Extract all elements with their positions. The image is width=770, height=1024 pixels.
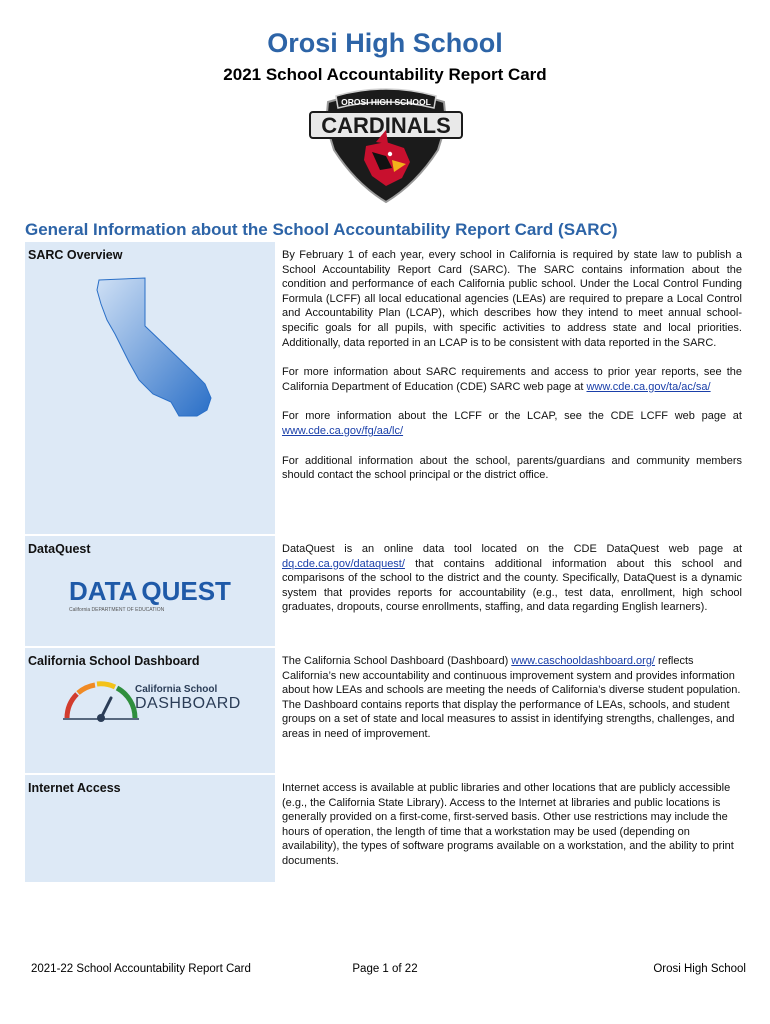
- sarc-overview-label: SARC Overview: [28, 248, 123, 262]
- dashboard-text-cell: [278, 648, 746, 773]
- school-name: Orosi High School: [267, 28, 503, 58]
- dashboard-gauge-icon: [61, 678, 141, 722]
- dashboard-intro-text: The California School Dashboard (Dashboard): [282, 655, 512, 667]
- sarc-requirements-text: For more information about SARC requirements and access to prior year reports, see the California Department of Education (CDE) SARC web page at: [282, 366, 742, 393]
- internet-access-label: Internet Access: [28, 781, 121, 795]
- dashboard-logo-line1: California School: [135, 684, 218, 695]
- dataquest-label: DataQuest: [28, 542, 91, 556]
- dataquest-intro-text: DataQuest is an online data tool located on the CDE DataQuest web page at: [282, 543, 742, 555]
- dataquest-logo-word1: DATA: [69, 576, 138, 606]
- california-map-icon: [93, 276, 243, 436]
- dataquest-logo-subtitle: California DEPARTMENT OF EDUCATION: [69, 607, 165, 613]
- dataquest-label-cell: [25, 536, 278, 646]
- sarc-overview-label-cell: [25, 242, 278, 534]
- report-title: 2021 School Accountability Report Card: [223, 65, 547, 84]
- footer-report-name: 2021-22 School Accountability Report Card: [31, 963, 251, 975]
- internet-access-paragraph: Internet access is available at public libraries and other locations that are publicly accessible (e.g., the California State Library). Access to the Internet at libraries and public locations is generally provided on a first-come, first-served basis. Other use restrictions may include the hours of operation, the length of time that a workstation may be used (depending on availability), the types of software programs available on a workstation, and the ability to print documents.: [282, 782, 734, 867]
- dashboard-paragraph: [282, 654, 742, 742]
- internet-access-text-cell: [278, 775, 746, 882]
- dashboard-label-cell: [25, 648, 278, 773]
- lcff-web-page-link[interactable]: www.cde.ca.gov/fg/aa/lc/: [282, 424, 404, 437]
- sarc-overview-text-cell: [278, 242, 746, 534]
- dashboard-description-text: reflects California’s new accountability and continuous improvement system and provides information about how LEAs and schools are meeting the needs of California’s diverse student population. The Dashboard contains reports that display the performance of LEAs, schools, and student groups on a set of state and local measures to assist in identifying strengths, challenges, and areas in need of improvement.: [282, 655, 741, 740]
- dashboard-link[interactable]: www.caschooldashboard.org/: [511, 655, 655, 667]
- section-heading: General Information about the School Accountability Report Card (SARC): [25, 220, 618, 239]
- dashboard-row: [25, 648, 746, 775]
- dataquest-description-text: that contains additional information about this school and comparisons of the school to the district and the county. Specifically, DataQuest is a dynamic system that provides reports for accountability (e.g., test data, enrollment, high school graduates, dropouts, course enrollments, staffing, and data regarding English learners).: [282, 557, 742, 614]
- sarc-overview-row: [25, 242, 746, 536]
- footer-school-name: Orosi High School: [653, 963, 746, 975]
- info-table: [25, 242, 746, 884]
- dashboard-logo-text: [135, 684, 241, 713]
- sarc-overview-paragraph-1: By February 1 of each year, every school in California is required by state law to publish a School Accountability Report Card (SARC). The SARC contains information about the condition and performance of each California public school. Under the Local Control Funding Formula (LCFF) all local educational agencies (LEAs) are required to prepare a Local Control and Accountability Plan (LCAP), which describes how they intend to meet annual school-specific goals for all pupils, with specific activities to address state and local priorities. Additionally, data reported in an LCAP is to be consistent with data reported in the SARC.: [282, 249, 742, 349]
- dataquest-row: [25, 536, 746, 648]
- sarc-overview-paragraph-4: For additional information about the school, parents/guardians and community members should contact the school principal or the district office.: [282, 454, 742, 482]
- logo-team-name: CARDINALS: [321, 113, 451, 138]
- sarc-overview-paragraph-2: [282, 365, 742, 394]
- dashboard-label: California School Dashboard: [28, 654, 200, 668]
- logo-top-text: OROSI HIGH SCHOOL: [341, 97, 431, 107]
- dataquest-logo-word2: QUEST: [141, 576, 231, 606]
- dataquest-paragraph: [282, 542, 742, 615]
- sarc-web-page-link[interactable]: www.cde.ca.gov/ta/ac/sa/: [586, 380, 711, 393]
- cardinals-logo: [306, 86, 466, 204]
- dataquest-text-cell: [278, 536, 746, 646]
- internet-access-row: [25, 775, 746, 884]
- dataquest-logo: [69, 578, 239, 626]
- lcff-info-text: For more information about the LCFF or the LCAP, see the CDE LCFF web page at: [282, 410, 742, 423]
- dataquest-link[interactable]: dq.cde.ca.gov/dataquest/: [282, 557, 405, 570]
- footer-page-number: Page 1 of 22: [352, 963, 418, 975]
- sarc-overview-paragraph-3: [282, 409, 742, 438]
- internet-access-label-cell: [25, 775, 278, 882]
- dashboard-logo-line2: DASHBOARD: [135, 695, 241, 712]
